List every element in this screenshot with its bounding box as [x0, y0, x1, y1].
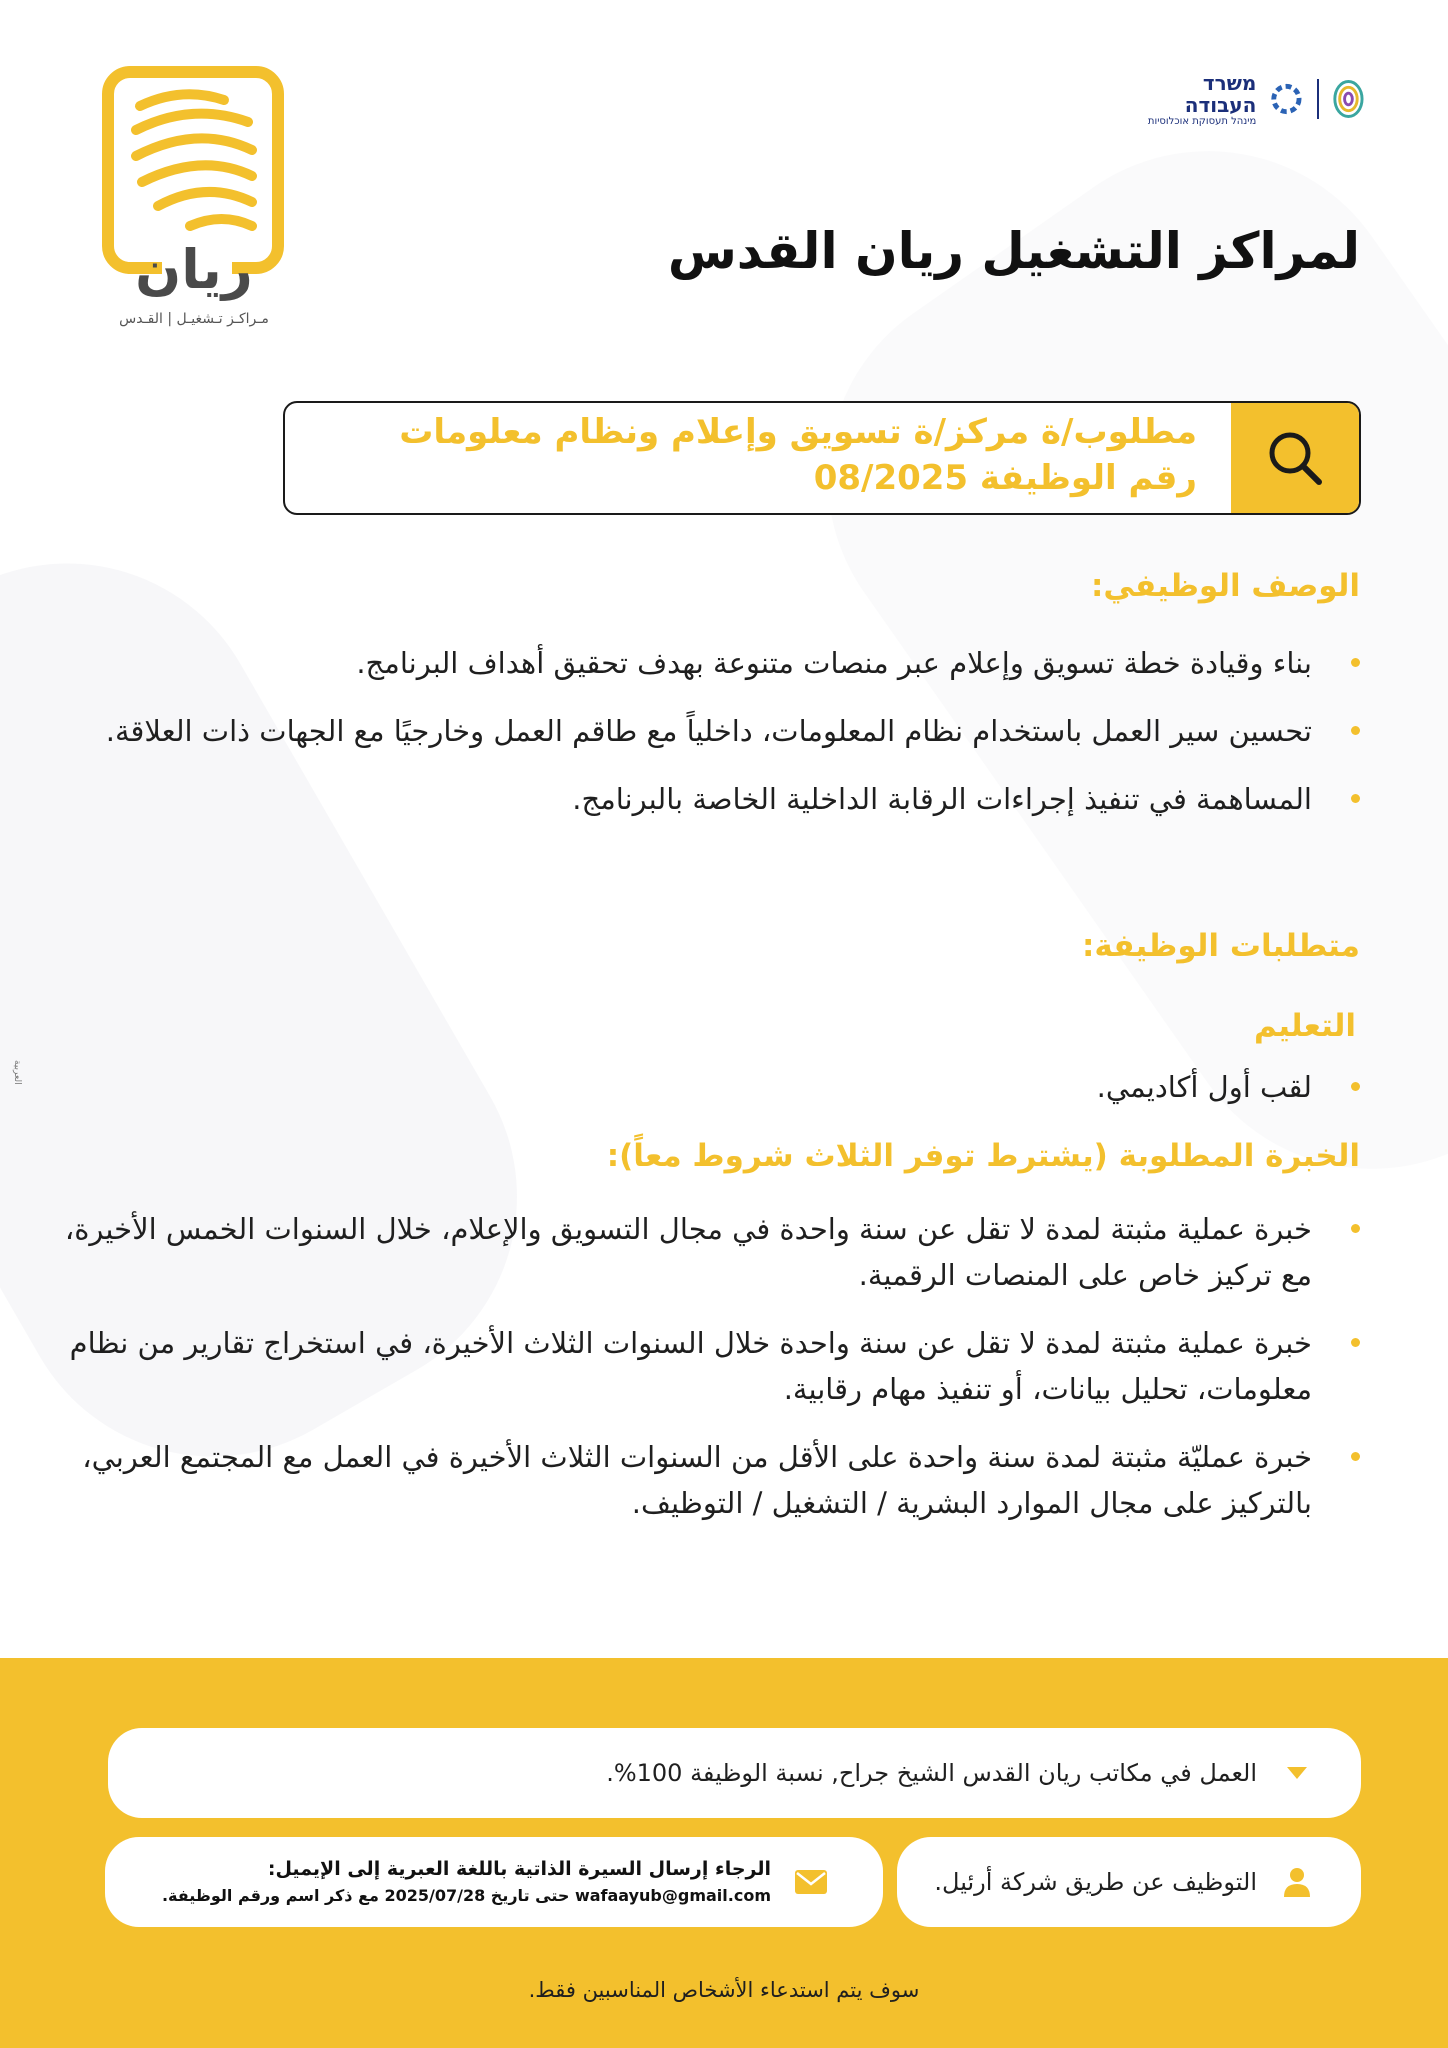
ministry-subtitle: מינהל תעסוקת אוכלוסיות — [1147, 115, 1257, 127]
list-item: بناء وقيادة خطة تسويق وإعلام عبر منصات متنوعة بهدف تحقيق أهداف البرنامج. — [60, 640, 1360, 686]
logo-city: القـدس — [119, 311, 163, 327]
logo-brand: ريان — [135, 238, 253, 301]
requirements-heading: متطلبات الوظيفة: — [1081, 928, 1360, 964]
footer-note: سوف يتم استدعاء الأشخاص المناسبين فقط. — [528, 1978, 920, 2002]
ryan-logo — [102, 66, 290, 330]
cv-detail: wafaayub@gmail.com حتى تاريخ 2025/07/28 مع ذكر اسم ورقم الوظيفة. — [161, 1886, 771, 1905]
envelope-icon — [795, 1866, 827, 1898]
employment-text: التوظيف عن طريق شركة أرئيل. — [934, 1868, 1257, 1896]
description-list — [60, 640, 1360, 822]
list-item: خبرة عملية مثبتة لمدة لا تقل عن سنة واحدة خلال السنوات الثلاث الأخيرة، في استخراج تقارير من نظام معلومات، تحليل بيانات، أو تنفيذ مهام رقابية. — [60, 1320, 1360, 1412]
svg-text:مـراكـز تـشغيـل | القـدس: مـراكـز تـشغيـل | القـدس — [119, 311, 269, 327]
location-text: العمل في مكاتب ريان القدس الشيخ جراح, نسبة الوظيفة 100%. — [606, 1759, 1257, 1787]
search-button[interactable] — [1231, 403, 1359, 513]
list-item: تحسين سير العمل باستخدام نظام المعلومات، داخلياً مع طاقم العمل وخارجيًا مع الجهات ذات العلاقة. — [60, 708, 1360, 754]
logo-tagline: مـراكـز تـشغيـل — [176, 311, 269, 327]
cv-pill — [105, 1837, 883, 1927]
experience-heading: الخبرة المطلوبة (يشترط توفر الثلاث شروط معاً): — [606, 1138, 1360, 1174]
side-mark: العربية — [12, 1060, 22, 1085]
cv-title: الرجاء إرسال السيرة الذاتية باللغة العبرية إلى الإيميل: — [267, 1858, 771, 1880]
search-icon — [1263, 426, 1327, 490]
job-position: مطلوب/ة مركز/ة تسويق وإعلام ونظام معلومات — [399, 412, 1197, 452]
ministry-name: משרד העבודה — [1184, 70, 1257, 117]
experience-list — [60, 1206, 1360, 1526]
fingerprint-icon — [1329, 77, 1368, 121]
list-item: خبرة عمليّة مثبتة لمدة سنة واحدة على الأقل من السنوات الثلاث الأخيرة في العمل مع المجتمع العربي، بالتركيز على مجال الموارد البشرية / التشغيل / التوظيف. — [60, 1434, 1360, 1526]
page-title: لمراكز التشغيل ريان القدس — [667, 222, 1360, 280]
employment-pill — [897, 1837, 1361, 1927]
education-list — [60, 1064, 1360, 1110]
location-pill — [108, 1728, 1361, 1818]
list-item: خبرة عملية مثبتة لمدة لا تقل عن سنة واحدة في مجال التسويق والإعلام، خلال السنوات الخمس الأخيرة، مع تركيز خاص على المنصات الرقمية. — [60, 1206, 1360, 1298]
chevron-down-icon — [1281, 1757, 1313, 1789]
user-icon — [1281, 1866, 1313, 1898]
ministry-logo — [1128, 72, 1368, 126]
list-item: المساهمة في تنفيذ إجراءات الرقابة الداخلية الخاصة بالبرنامج. — [60, 776, 1360, 822]
job-title-box — [283, 401, 1361, 515]
description-heading: الوصف الوظيفي: — [1091, 568, 1360, 604]
education-heading: التعليم — [1253, 1008, 1356, 1044]
list-item: لقب أول أكاديمي. — [60, 1064, 1360, 1110]
gear-icon — [1266, 78, 1307, 120]
job-number: رقم الوظيفة 08/2025 — [813, 458, 1197, 498]
